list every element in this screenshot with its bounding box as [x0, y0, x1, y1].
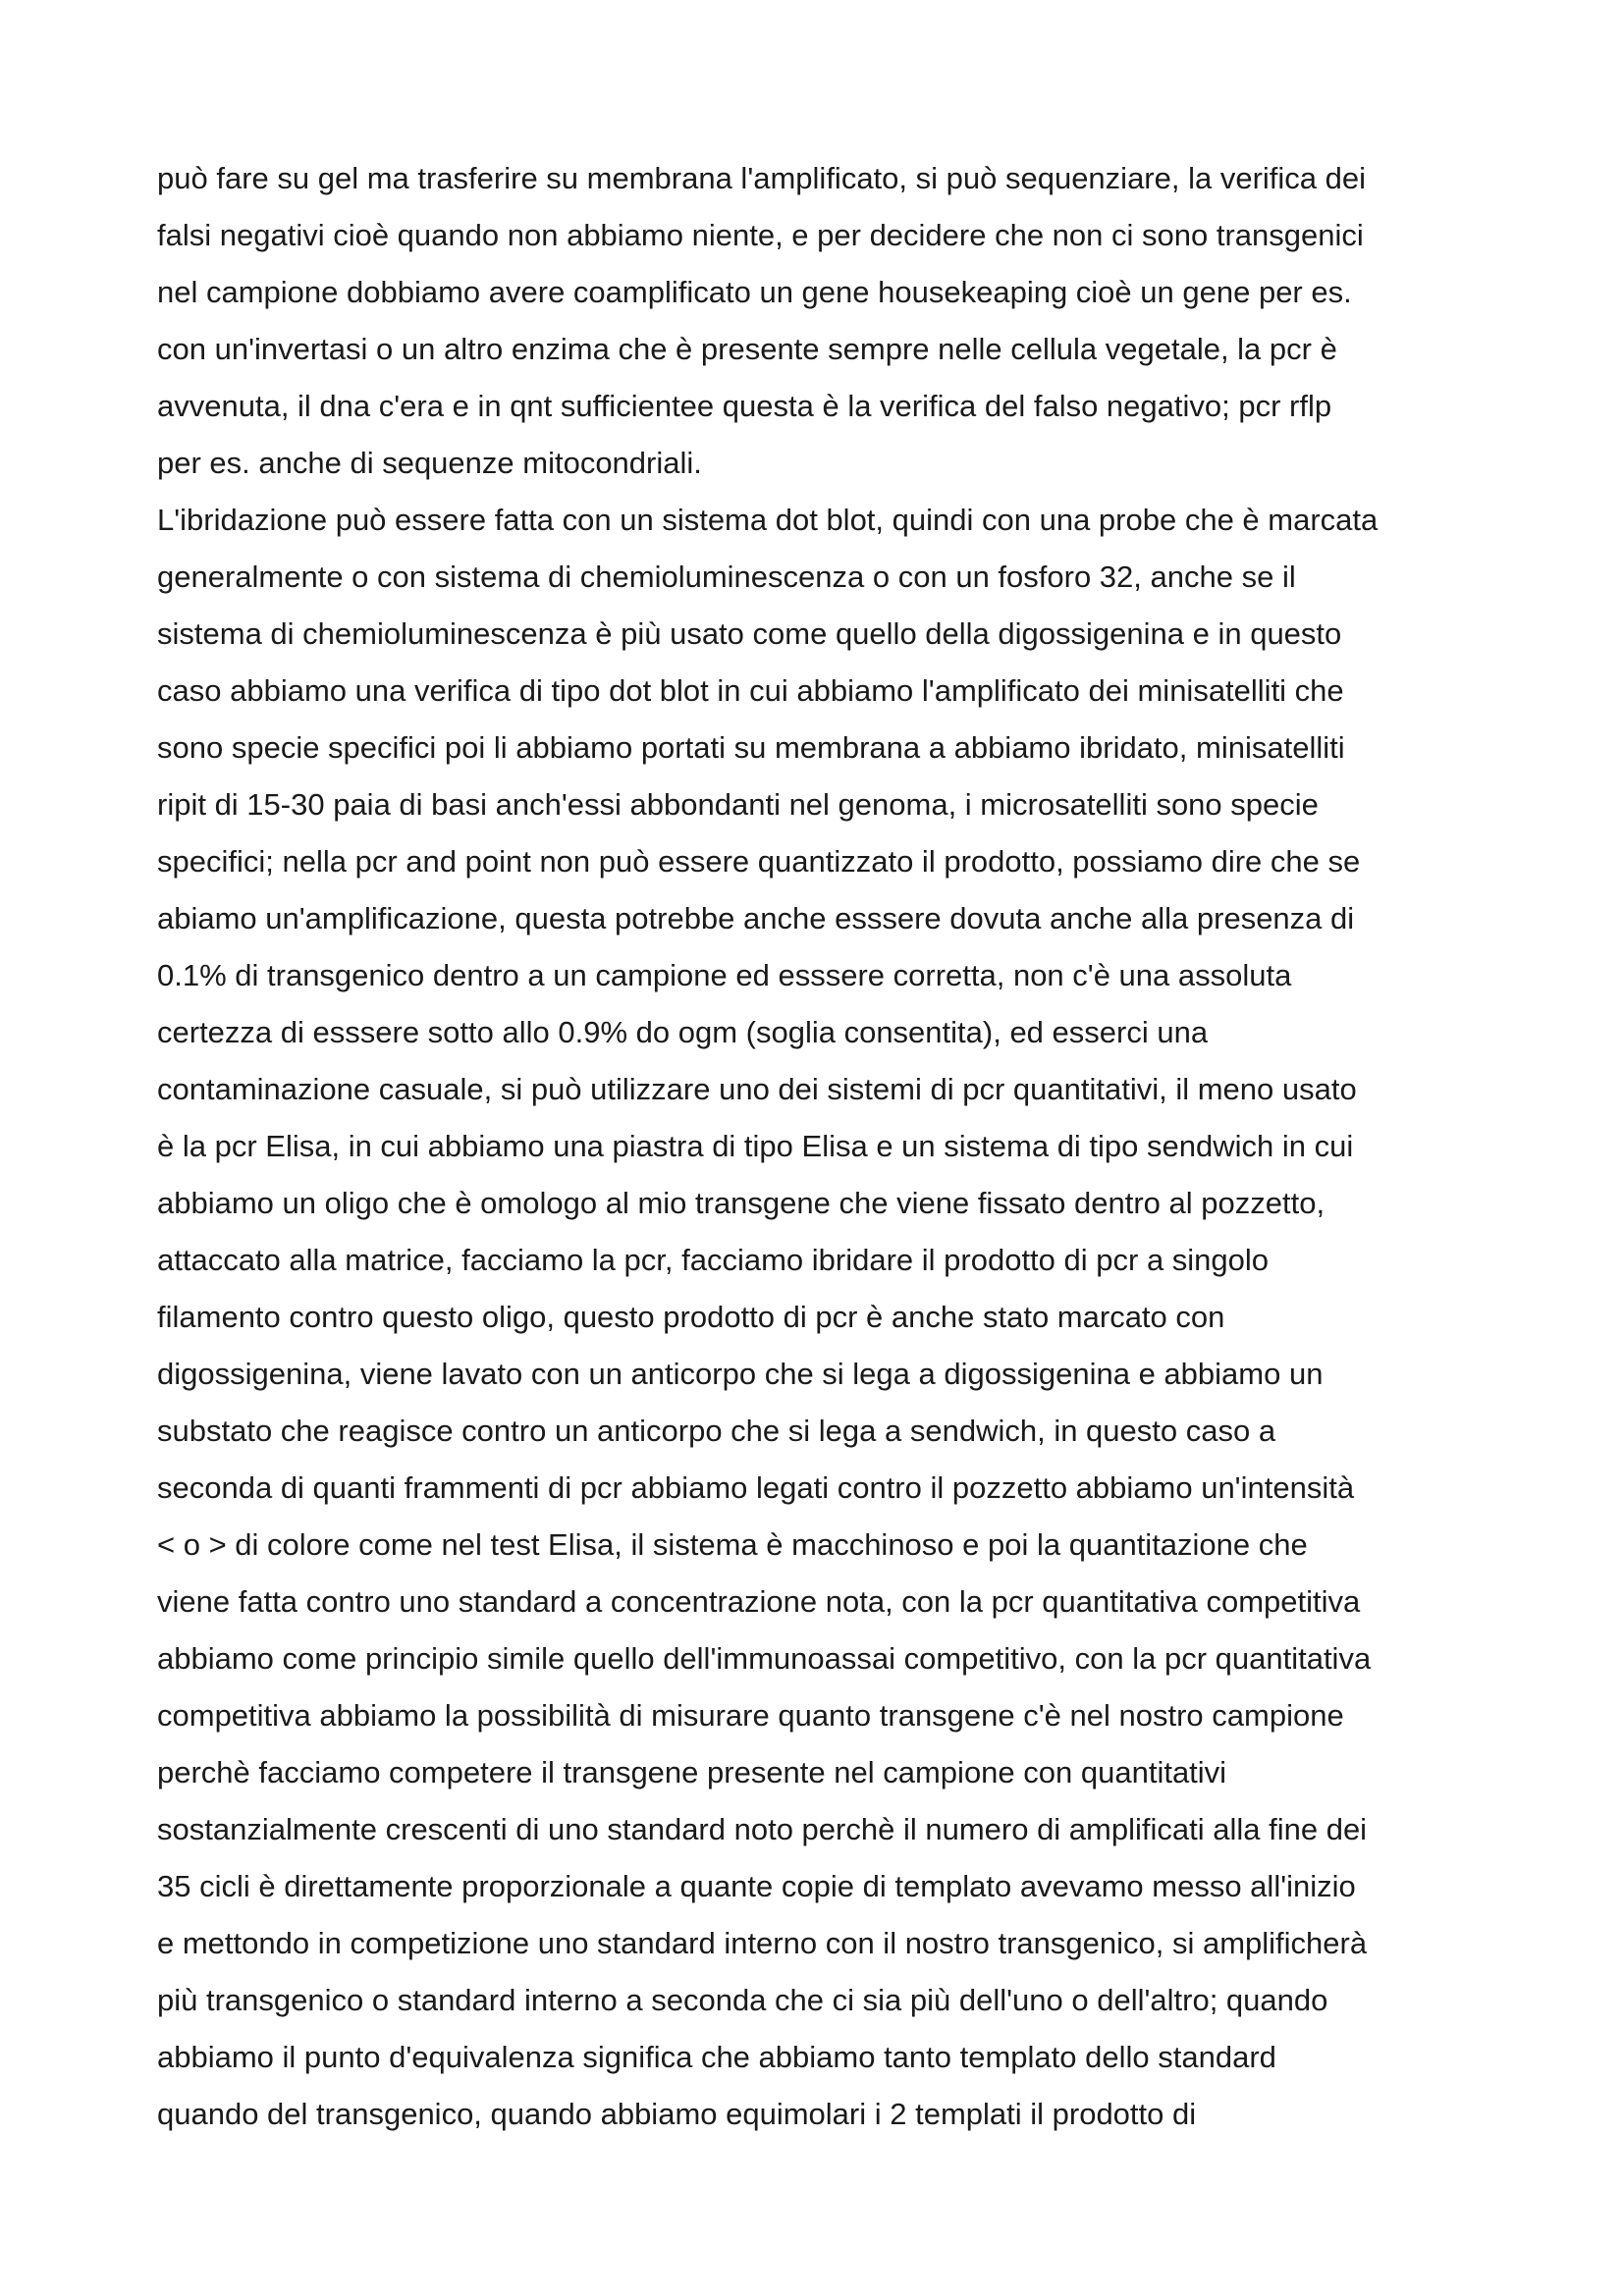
text-line: competitiva abbiamo la possibilità di misurare quanto transgene c'è nel nostro campione — [157, 1698, 1344, 1733]
text-line: viene fatta contro uno standard a concentrazione nota, con la pcr quantitativa competitiva — [157, 1584, 1361, 1619]
text-line: seconda di quanti frammenti di pcr abbiamo legati contro il pozzetto abbiamo un'intensità — [157, 1470, 1355, 1505]
text-line: nel campione dobbiamo avere coamplificato un gene housekeaping cioè un gene per es. — [157, 275, 1352, 309]
text-line: abbiamo un oligo che è omologo al mio transgene che viene fissato dentro al pozzetto, — [157, 1186, 1325, 1220]
text-line: digossigenina, viene lavato con un anticorpo che si lega a digossigenina e abbiamo un — [157, 1357, 1324, 1391]
text-line: e mettondo in competizione uno standard interno con il nostro transgenico, si amplificherà — [157, 1926, 1368, 1960]
text-line: specifici; nella pcr and point non può essere quantizzato il prodotto, possiamo dire che se — [157, 844, 1361, 879]
text-line: substato che reagisce contro un anticorpo che si lega a sendwich, in questo caso a — [157, 1414, 1276, 1448]
text-line: più transgenico o standard interno a seconda che ci sia più dell'uno o dell'altro; quando — [157, 1983, 1328, 2017]
text-line: filamento contro questo oligo, questo prodotto di pcr è anche stato marcato con — [157, 1300, 1225, 1334]
text-line: 0.1% di transgenico dentro a un campione ed esssere corretta, non c'è una assoluta — [157, 958, 1292, 992]
text-line: L'ibridazione può essere fatta con un sistema dot blot, quindi con una probe che è marcata — [157, 503, 1379, 537]
text-line: sono specie specifici poi li abbiamo portati su membrana a abbiamo ibridato, minisatelliti — [157, 730, 1345, 765]
text-line: certezza di esssere sotto allo 0.9% do ogm (soglia consentita), ed esserci una — [157, 1015, 1209, 1049]
text-line: < o > di colore come nel test Elisa, il sistema è macchinoso e poi la quantitazione che — [157, 1527, 1308, 1562]
text-line: generalmente o con sistema di chemioluminescenza o con un fosforo 32, anche se il — [157, 560, 1296, 594]
text-line: sostanzialmente crescenti di uno standard noto perchè il numero di amplificati alla fine dei — [157, 1812, 1368, 1846]
text-line: quando del transgenico, quando abbiamo equimolari i 2 templati il prodotto di — [157, 2097, 1197, 2131]
text-line: ripit di 15-30 paia di basi anch'essi abbondanti nel genoma, i microsatelliti sono specie — [157, 787, 1319, 822]
text-line: abbiamo il punto d'equivalenza significa che abbiamo tanto templato dello standard — [157, 2040, 1276, 2074]
text-line: caso abbiamo una verifica di tipo dot blot in cui abbiamo l'amplificato dei minisatelliti che — [157, 673, 1344, 708]
text-line: abbiamo come principio simile quello dell'immunoassai competitivo, con la pcr quantitativa — [157, 1641, 1372, 1676]
text-line: contaminazione casuale, si può utilizzare uno dei sistemi di pcr quantitativi, il meno usato — [157, 1072, 1357, 1106]
body-text — [157, 150, 1492, 2143]
text-line: avvenuta, il dna c'era e in qnt sufficientee questa è la verifica del falso negativo; pcr rflp — [157, 389, 1332, 423]
text-line: abiamo un'amplificazione, questa potrebbe anche esssere dovuta anche alla presenza di — [157, 901, 1355, 935]
text-line: 35 cicli è direttamente proporzionale a quante copie di templato avevamo messo all'inizio — [157, 1869, 1356, 1903]
text-line: è la pcr Elisa, in cui abbiamo una piastra di tipo Elisa e un sistema di tipo sendwich in cui — [157, 1129, 1354, 1163]
text-line: falsi negativi cioè quando non abbiamo niente, e per decidere che non ci sono transgenici — [157, 218, 1364, 252]
text-line: può fare su gel ma trasferire su membrana l'amplificato, si può sequenziare, la verifica dei — [157, 161, 1367, 195]
text-line: attaccato alla matrice, facciamo la pcr, facciamo ibridare il prodotto di pcr a singolo — [157, 1243, 1270, 1277]
text-line: con un'invertasi o un altro enzima che è presente sempre nelle cellula vegetale, la pcr è — [157, 332, 1337, 366]
text-line: per es. anche di sequenze mitocondriali. — [157, 446, 702, 480]
text-line: perchè facciamo competere il transgene presente nel campione con quantitativi — [157, 1755, 1227, 1789]
text-line: sistema di chemioluminescenza è più usato come quello della digossigenina e in questo — [157, 616, 1342, 651]
